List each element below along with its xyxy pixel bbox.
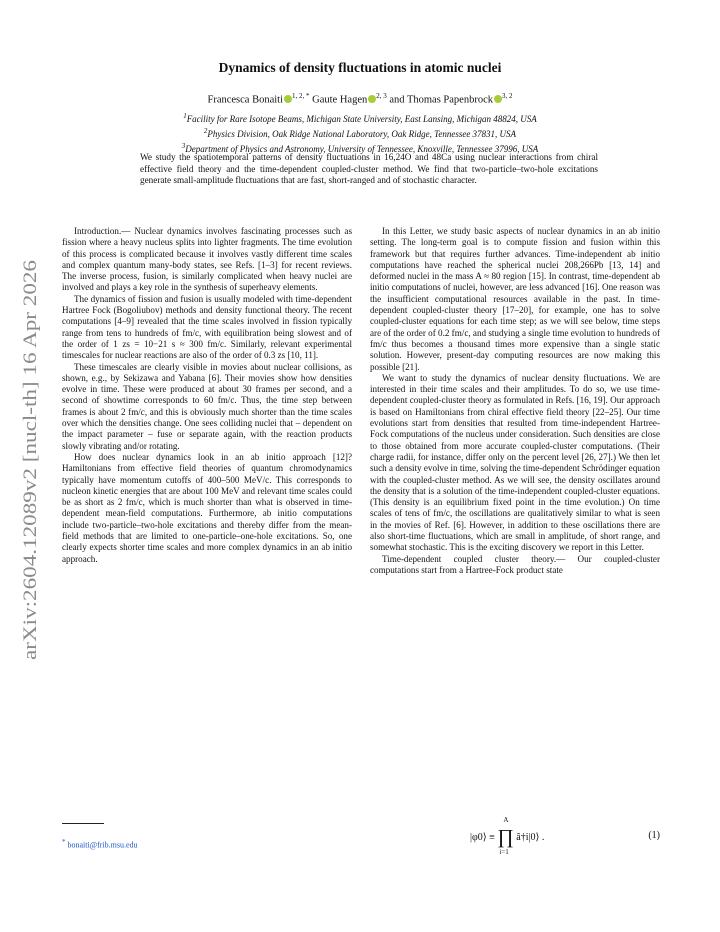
paragraph: We want to study the dynamics of nuclear density fluctuations. We are interested in their time scales and their amplitudes. To do so, we use time-dependent coupled-cluster theory as formulated in Refs. [16, 19]. Our approach is based on Hamiltonians from chiral effective field theory [22–25]. Our time evolutions start from densities that resulted from time-independent Hartree-Fock computations of the nucleus under consideration. Such densities are close to those obtained from more accurate coupled-cluster computations. (Their charge radii, for instance, differ only on the percent level [26, 27].) We then let such a density evolve in time, solving the time-dependent Schrödinger equation with the coupled-cluster method. As we will see, the density oscillates around the density that is a solution of the time-independent coupled-cluster equations. (This density is an equilibrium fixed point in the time evolution.) On time scales of tens of fm/c, the oscillations are qualitatively similar to what is seen in the movies of Ref. [6]. However, in addition to these oscillations there are also short-time fluctuations, which are small in amplitude, of short range, and somewhat stochastic. This is the exciting discovery we report in this Letter. (370, 372, 660, 553)
author-conjunction: and (389, 94, 405, 106)
footnote-marker: * (62, 838, 66, 846)
arxiv-stamp-text: arXiv:2604.12089v2 [nucl-th] 16 Apr 2026 (20, 331, 41, 660)
equation-number: (1) (648, 830, 660, 841)
abstract: We study the spatiotemporal patterns of density fluctuations in 16,24O and 48Ca using nuclear interactions from chiral effective field theory and the time-dependent coupled-cluster method. We find that two-particle–two-hole excitations generate small-amplitude fluctuations that are fast, short-ranged and of stochastic character. (140, 152, 598, 185)
footnote (62, 838, 138, 850)
equation-rhs: â†i|0⟩ . (516, 831, 545, 843)
paper-title: Dynamics of density fluctuations in atomic nuclei (218, 60, 502, 75)
arxiv-stamp (14, 250, 44, 670)
paragraph: Time-dependent coupled cluster theory.— Our coupled-cluster computations start from a Hartree-Fock product state (370, 553, 660, 575)
affiliation-sup: 3 (181, 142, 186, 150)
affiliations (0, 110, 720, 155)
email-link[interactable]: bonaiti@frib.msu.edu (67, 840, 138, 850)
author-name: Francesca Bonaiti (207, 94, 283, 106)
left-column (62, 226, 352, 565)
paragraph: Introduction.— Nuclear dynamics involves fascinating processes such as fission where a heavy nucleus splits into lighter fragments. The time evolution of this process is complicated because it involves vastly different time scales and complex quantum many-body states, see Refs. [1–3] for recent reviews. The inverse process, fusion, is similarly complicated when heavy nuclei are involved and plays a key role in the synthesis of superheavy elements. (62, 226, 352, 293)
paragraph: The dynamics of fission and fusion is usually modeled with time-dependent Hartree Fock (Bogoliubov) methods and density functional theory. The recent computations [4–9] revealed that the time scales involved in fission typically range from tens to hundreds of fm/c, with equilibration being slowest and of the order of 1 zs = 10−21 s ≈ 300 fm/c. Similarly, relevant experimental timescales for nuclear reactions are also of the order of 0.3 zs [10, 11]. (62, 293, 352, 361)
author-affil-sup: 3, 2 (502, 92, 513, 100)
paragraph: These timescales are clearly visible in movies about nuclear collisions, as shown, e.g., by Sekizawa and Yabana [6]. Their movies show how densities evolve in time. These were produced at about 30 frames per second, and a second of showtime corresponds to 60 fm/c. Thus, the time step between frames is about 2 fm/c, and this is obviously much shorter than the time scales over which the densities change. One sees colliding nuclei that – dependent on the impact parameter – fuse or separate again, with the reaction products slowly vibrating and/or rotating. (62, 361, 352, 451)
product-lower-limit: i=1 (499, 848, 509, 856)
footnote-divider (62, 823, 104, 824)
orcid-icon[interactable] (284, 95, 292, 103)
paragraph: In this Letter, we study basic aspects of nuclear dynamics in an ab initio setting. The long-term goal is to compute fission and fusion within this framework but that requires further advances. Time-independent ab initio computations have reached the spherical nuclei 208,266Pb [13, 14] and deformed nuclei in the mass A ≈ 80 region [15]. In contrast, time-dependent ab initio computations of nuclei, however, are less advanced [16]. One reason was the insufficient computational resources available in the past. In time-dependent coupled-cluster theory [17–20], for example, one has to solve coupled-cluster equations for each time step; as we will see below, time steps are of the order of 0.2 fm/c, and studying a single time evolution to hundreds of fm/c thus becomes a thousand times more expensive than a single static solution. However, present-day computing resources are now making this possible [21]. (370, 226, 660, 372)
author-list (0, 92, 720, 106)
author-affil-sup: 2, 3 (376, 92, 387, 100)
author-name: Gaute Hagen (312, 94, 368, 106)
product-upper-limit: A (503, 816, 509, 824)
equation-1 (370, 818, 660, 864)
affiliation (0, 110, 720, 125)
affiliation-text: Facility for Rare Isotope Beams, Michigan State University, East Lansing, Michigan 48824, USA (186, 114, 537, 124)
equation-body (470, 816, 545, 856)
affiliation (0, 125, 720, 140)
orcid-icon[interactable] (494, 95, 502, 103)
author-name: Thomas Papenbrock (406, 94, 493, 106)
right-column (370, 226, 660, 576)
affiliation-sup: 1 (183, 112, 187, 120)
affiliation-text: Physics Division, Oak Ridge National Laboratory, Oak Ridge, Tennessee 37831, USA (207, 129, 517, 139)
equation-lhs: |φ0⟩ ≡ (470, 831, 495, 843)
author-affil-sup: 1, 2, * (292, 92, 310, 100)
affiliation-text: Department of Physics and Astronomy, University of Tennessee, Knoxville, Tennessee 37996, USA (185, 144, 539, 154)
paragraph: How does nuclear dynamics look in an ab initio approach [12]? Hamiltonians from effective field theories of quantum chromodynamics typically have momentum cutoffs of 400–500 MeV/c. This corresponds to nucleon kinetic energies that are about 100 MeV and relevant time scales could be as short as 2 fm/c, which is much shorter than what is observed in time-dependent mean-field computations. Furthermore, ab initio computations include two-particle–two-hole excitations and thereby differ from the mean-field methods that are limited to one-particle–one-hole excitations. So, one clearly expects shorter time scales and more complex dynamics in an ab initio approach. (62, 451, 352, 564)
product-symbol: ∏ A i=1 (497, 816, 514, 856)
affiliation-sup: 2 (203, 127, 208, 135)
